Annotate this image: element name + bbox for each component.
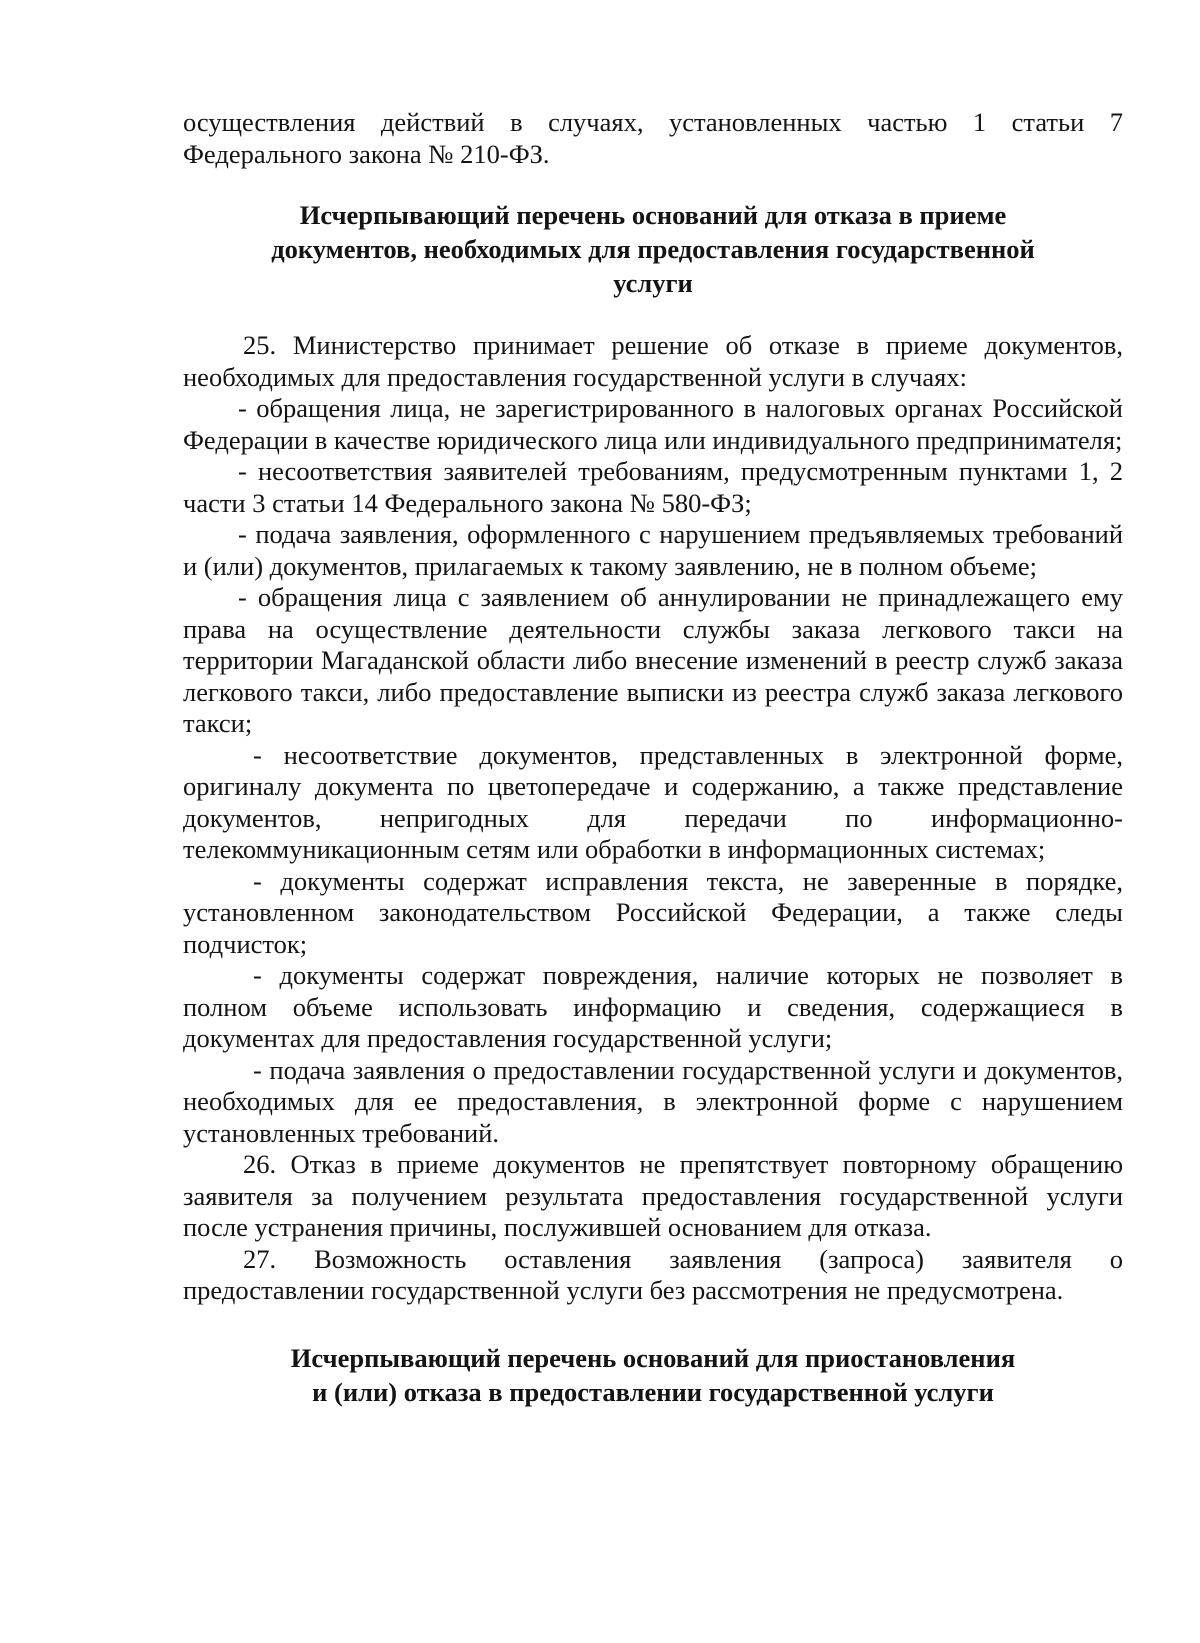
paragraph-27: 27. Возможность оставления заявления (запроса) заявителя о предоставлении государственной услуги без рассмотрения не предусмотрена.: [183, 1243, 1123, 1305]
paragraph-26: 26. Отказ в приеме документов не препятствует повторному обращению заявителя за получением результата предоставления государственной услуги после устранения причины, послужившей основанием для отказа.: [183, 1149, 1123, 1242]
section-heading-suspension: [183, 1341, 1123, 1409]
heading-line: Исчерпывающий перечень оснований для отказа в приеме: [299, 200, 1007, 230]
list-item: - подача заявления, оформленного с нарушением предъявляемых требований и (или) документов, прилагаемых к такому заявлению, не в полном объеме;: [183, 519, 1123, 581]
list-item: - несоответствие документов, представленных в электронной форме, оригиналу документа по цветопередаче и содержанию, а также представление документов, непригодных для передачи по информационно-телекоммуникационным сетям или обработки в информационных системах;: [183, 739, 1123, 864]
list-item: - несоответствия заявителей требованиям, предусмотренным пунктами 1, 2 части 3 статьи 14 Федерального закона № 580-ФЗ;: [183, 456, 1123, 518]
list-item: - обращения лица с заявлением об аннулировании не принадлежащего ему права на осуществление деятельности службы заказа легкового такси на территории Магаданской области либо внесение изменений в реестр служб заказа легкового такси, либо предоставление выписки из реестра служб заказа легкового такси;: [183, 582, 1123, 738]
list-item: - подача заявления о предоставлении государственной услуги и документов, необходимых для ее предоставления, в электронной форме с нарушением установленных требований.: [183, 1054, 1123, 1148]
list-item: - обращения лица, не зарегистрированного в налоговых органах Российской Федерации в качестве юридического лица или индивидуального предпринимателя;: [183, 393, 1123, 455]
list-item: - документы содержат исправления текста, не заверенные в порядке, установленном законодательством Российской Федерации, а также следы подчисток;: [183, 865, 1123, 959]
section-heading-refusal-acceptance: [183, 198, 1123, 300]
heading-line: услуги: [613, 268, 693, 298]
heading-line: и (или) отказа в предоставлении государственной услуги: [312, 1376, 994, 1407]
document-page: [183, 107, 1123, 1409]
heading-line: Исчерпывающий перечень оснований для приостановления: [290, 1342, 1016, 1373]
list-item: - документы содержат повреждения, наличие которых не позволяет в полном объеме использовать информацию и сведения, содержащиеся в документах для предоставления государственной услуги;: [183, 960, 1123, 1053]
heading-line: документов, необходимых для предоставления государственной: [271, 234, 1035, 264]
intro-paragraph: осуществления действий в случаях, установленных частью 1 статьи 7 Федерального закона № 210-ФЗ.: [183, 107, 1123, 169]
paragraph-25: 25. Министерство принимает решение об отказе в приеме документов, необходимых для предоставления государственной услуги в случаях:: [183, 330, 1123, 392]
